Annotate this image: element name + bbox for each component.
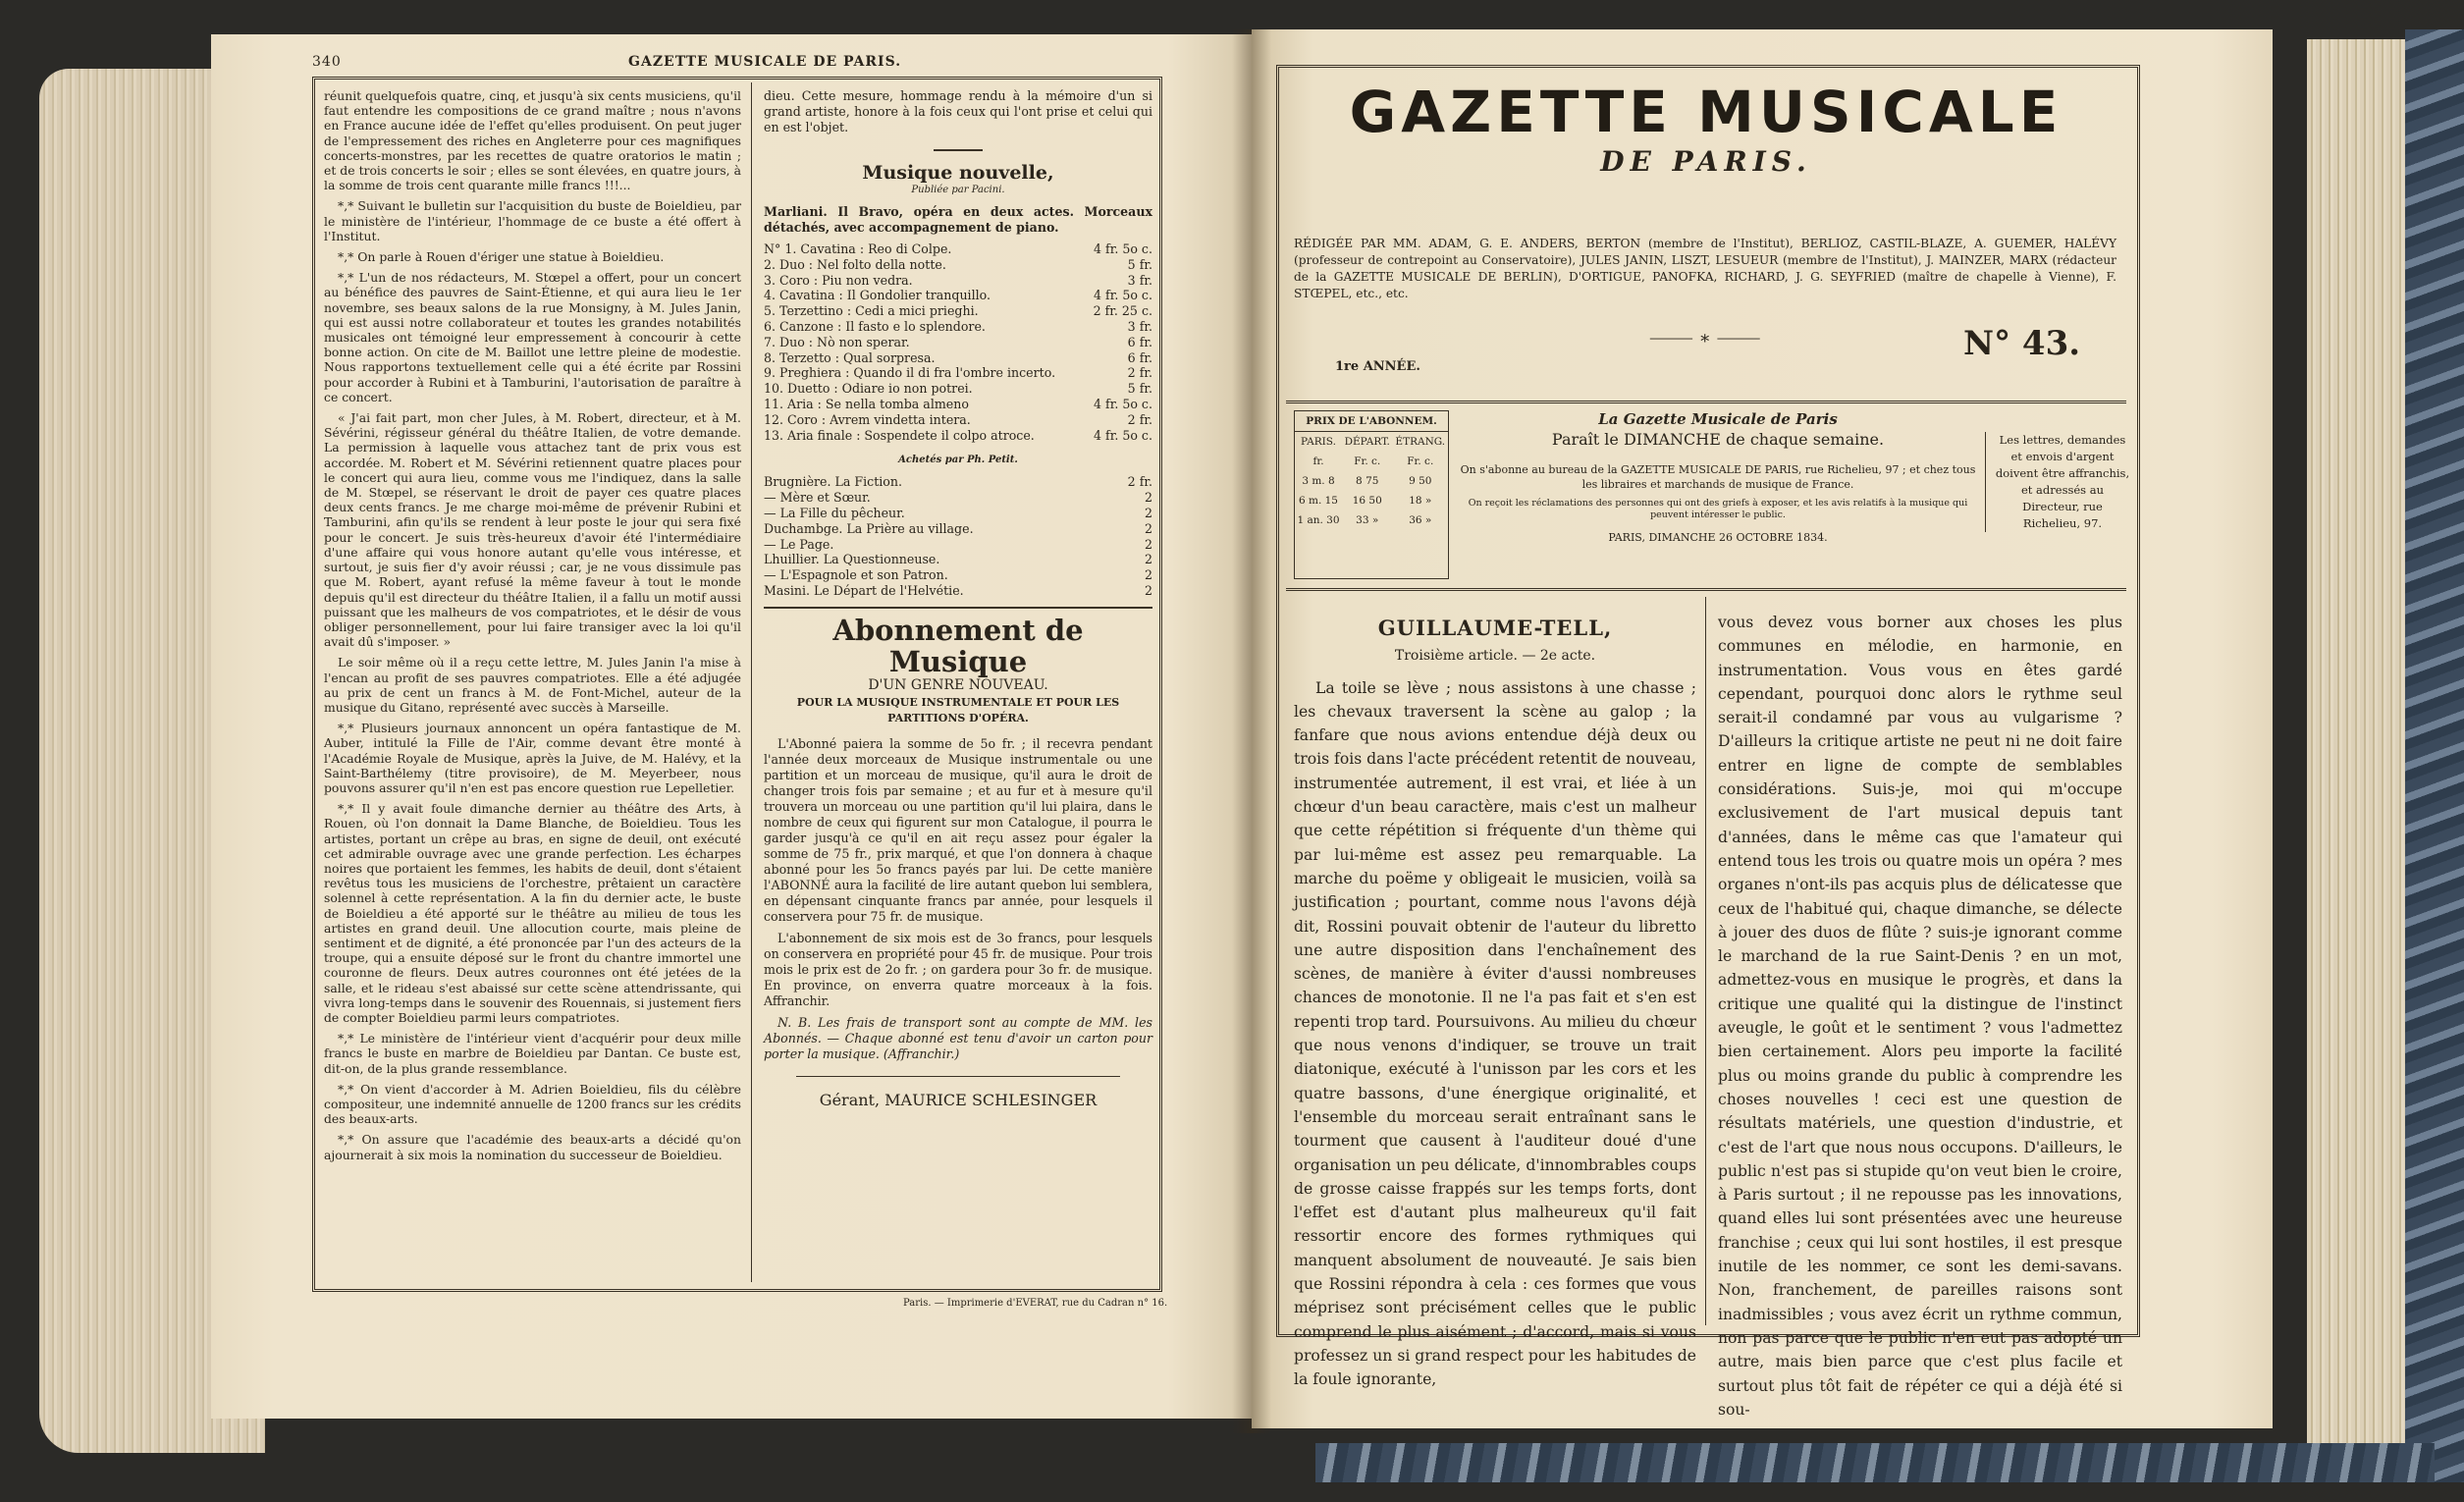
marbled-cover-bottom [1315, 1443, 2435, 1482]
prices-unit: Fr. c. [1354, 456, 1381, 467]
list-item: Lhuillier. La Questionneuse. 2 [764, 552, 1152, 567]
abonnement-subtitle: D'UN GENRE NOUVEAU. [868, 676, 1048, 693]
issue-date: PARIS, DIMANCHE 26 OCTOBRE 1834. [1608, 531, 1828, 544]
divider [934, 149, 983, 151]
abonnement-paragraph: L'Abonné paiera la somme de 5o fr. ; il recevra pendant l'année deux morceaux de Musique instrumentale ou une partition et un morceau de musique, qu'il aura le droit de changer trois fois par semaine ; et au fur et à mesure qu'il trouvera un morceau ou une partition qu'il lui plaira, dans le nombre de ceux qui figurent sur mon Catalogue, il pourra le garder jusqu'à ce qu'il en ait reçu assez pour égaler la somme de 75 fr., prix marqué, et que l'on donnera à chaque abonné pour les 5o francs payés par lui. De cette manière l'ABONNÉ aura la facilité de lire autant quebon lui semblera, en dépensant cinquante francs par année, pour lesquels il conservera pour 75 fr. de musique. [764, 735, 1152, 924]
publication-info [1453, 410, 1983, 577]
abonnement-subtitle-2: POUR LA MUSIQUE INSTRUMENTALE ET POUR LES PARTITIONS D'OPÉRA. [796, 695, 1120, 724]
masthead-subtitle: DE PARIS. [1600, 145, 1812, 178]
article-paragraph: vous devez vous borner aux choses les plus communes en mélodie, en harmonie, en instrumentation. Vous vous en êtes gardé cependant, pourquoi donc alors le rythme seul serait-il condamné par vous au vulgarisme ? D'ailleurs la critique artiste ne peut ni ne doit faire entrer en ligne de compte de semblables considérations. Suis-je, moi qui m'occupe exclusivement de l'art musical depuis tant d'années, dans le même cas que l'amateur qui entend tous les trois ou quatre mois un opéra ? mes organes n'ont-ils pas acquis plus de délicatesse que ceux de l'habitué qui, chaque dimanche, se délecte à jouer des duos de flûte ? suis-je ignorant comme le marchand de la rue Saint-Denis ? en un mot, admettez-vous en musique le progrès, et dans la critique une qualité qui la distingue de l'instinct aveugle, le goût et le sentiment ? vous l'admettez bien certainement. Alors peu importe la facilité plus ou moins grande du public à comprendre les choses nouvelles ! ceci est une question de résultats matériels, une question d'industrie, et c'est de l'art que nous nous occupons. D'ailleurs, le public n'est pas si stupide qu'on veut bien le croire, à Paris surtout ; il ne repousse pas les innovations, quand elles lui sont présentées avec une heureuse franchise ; ceux qui lui sont hostiles, il est presque inutile de les nommer, ce sont les demi-savans. Non, franchement, de pareilles raisons sont inadmissibles ; vous avez écrit un rythme commun, non pas parce que le public n'en eut pas adopté un autre, mais bien parce que c'est plus facile et surtout plus tôt fait de répéter ce qui a déjà été si sou- [1718, 614, 2122, 1419]
divider [796, 1076, 1120, 1077]
news-paragraph: *,* On assure que l'académie des beaux-arts a décidé qu'on ajournerait à six mois la nomination du successeur de Boieldieu. [324, 1132, 741, 1162]
abonnement-paragraph: L'abonnement de six mois est de 3o francs, pour lesquels on conservera en propriété pour 45 fr. de musique. Pour trois mois le prix est de 2o fr. ; on gardera pour 3o fr. de musique. En province, on enverra quatre morceaux à la fois. Affranchir. [764, 930, 1152, 1008]
table-row: 1 an. 30 33 » 36 » [1297, 514, 1432, 526]
list-item: Duchambge. La Prière au village. 2 [764, 520, 1152, 536]
petit-header: Achetés par Ph. Petit. [898, 455, 1018, 466]
news-paragraph: « J'ai fait part, mon cher Jules, à M. Robert, directeur, et à M. Sévérini, régisseur général du théâtre Italien, de votre demande. La permission à laquelle vous attachez tant de prix vous est accordée. M. Robert et M. Sévérini retiennent quatre places pour le concert qui aura lieu, comme vous me l'indiquez, dans la salle de M. Stœpel, se réservant le droit de payer ces quatre places deux cents francs. Je me charge moi-même de prévenir Rubini et Tamburini, afin qu'ils se rendent à leur poste le jour qui sera fixé pour le concert. Je suis très-heureux d'avoir été l'intermédiaire d'une affaire qui vous honore autant qu'elle vous intéresse, et surtout, je suis fier d'y avoir réussi ; car, je ne vous dissimule pas que M. Robert, ayant refusé la même faveur à tout le monde depuis qu'il est directeur du théâtre Italien, il a fallu un motif aussi puissant que les malheurs de vos compatriotes, et le désir de vous obliger personnellement, pour lui faire transiger avec la loi qu'il avait dû s'imposer. » [324, 410, 741, 650]
reclamations-note: On reçoit les réclamations des personnes qui ont des griefs à exposer, et les avis relatifs à la musique qui peuvent intéresser le public. [1468, 498, 1968, 520]
list-item: 3. Coro : Piu non vedra. 3 fr. [764, 272, 1152, 288]
right-column-left-page [764, 88, 1152, 1276]
letters-note: Les lettres, demandes et envois d'argent doivent être affranchis, et adressés au Directeur, rue Richelieu, 97. [1985, 432, 2131, 532]
left-column-news [324, 88, 741, 1276]
continued-paragraph: dieu. Cette mesure, hommage rendu à la mémoire d'un si grand artiste, honore à la fois ceux qui l'ont prise et celui qui en est l'objet. [764, 88, 1152, 134]
list-item: 4. Cavatina : Il Gondolier tranquillo. 4 fr. 5o c. [764, 288, 1152, 303]
list-item: — Mère et Sœur. 2 [764, 490, 1152, 506]
list-item: 10. Duetto : Odiare io non potrei. 5 fr. [764, 381, 1152, 397]
list-item: Masini. Le Départ de l'Helvétie. 2 [764, 582, 1152, 598]
table-row: 3 m. 8 8 75 9 50 [1302, 475, 1432, 487]
list-item: — L'Espagnole et son Patron. 2 [764, 567, 1152, 583]
masthead [1286, 79, 2126, 178]
news-paragraph: *,* Plusieurs journaux annoncent un opéra fantastique de M. Auber, intitulé la Fille de l'Air, comme devant être monté à l'Académie Royale de Musique, après la Juive, de M. Halévy, et la Saint-Barthélemy (titre provisoire), de M. Meyerbeer, nous pouvons assurer qu'il n'en est pas encore question rue Lepelletier. [324, 721, 741, 795]
pacini-list [764, 241, 1152, 443]
year-label: 1re ANNÉE. [1335, 359, 1420, 374]
subscription-address: On s'abonne au bureau de la GAZETTE MUSICALE DE PARIS, rue Richelieu, 97 ; et chez tous les libraires et marchands de musique de France. [1460, 463, 1976, 491]
prices-unit: Fr. c. [1407, 456, 1434, 467]
list-item: 2. Duo : Nel folto della notte. 5 fr. [764, 256, 1152, 272]
book-gutter [1232, 29, 1271, 1433]
prices-header: DÉPART. [1344, 436, 1390, 448]
ornament-divider: ⸻ ∗ ⸻ [1649, 328, 1761, 349]
abonnement-nb: N. B. Les frais de transport sont au compte de MM. les Abonnés. — Chaque abonné est tenu d'avoir un carton pour porter la musique. (Affranchir.) [764, 1014, 1152, 1061]
list-item: 5. Terzettino : Cedi a mici prieghi. 2 fr. 25 c. [764, 303, 1152, 319]
prices-title: PRIX DE L'ABONNEM. [1295, 411, 1448, 432]
prices-header: ÉTRANG. [1395, 436, 1446, 448]
marbled-cover-edge [2405, 29, 2464, 1482]
list-item: N° 1. Cavatina : Reo di Colpe. 4 fr. 5o c. [764, 241, 1152, 256]
article-paragraph: La toile se lève ; nous assistons à une chasse ; les chevaux traversent la scène au galop ; la fanfare que nous avions entendue déjà deux ou trois fois dans l'acte précédent retentit de nouveau, instrumentée autrement, il est vrai, et liée à un chœur d'un beau caractère, mais c'est un malheur que cette répétition si fréquente d'un thème qui par lui-même est assez peu remarquable. La marche du poëme y obligeait le musicien, voilà sa justification ; pourtant, comme nous l'avons déjà dit, Rossini pouvait obtenir de l'auteur du libretto une autre disposition dans l'enchaînement des scènes, de manière à éviter d'aussi nombreuses chances de monotonie. Il ne l'a pas fait et s'en est repenti trop tard. Poursuivons. Au milieu du chœur que nous venons d'indiquer, se trouve un trait diatonique, exécuté à l'unisson par les cors et les quatre bassons, d'une énergique originalité, et l'ensemble du morceau serait entraînant sans le tourment que causent à l'auditeur doué d'une organisation un peu délicate, d'innombrables coups de grosse caisse frappés sur les temps forts, dont l'effet est d'autant plus malheureux qu'il fait ressortir encore des formes rythmiques qui manquent absolument de nouveauté. Je sais bien que Rossini répondra à cela : ces formes que vous méprisez sont précisément celles que le public comprend le plus aisément ; d'accord, mais si vous professez un si grand respect pour les habitudes de la foule ignorante, [1294, 678, 1696, 1389]
list-item: 7. Duo : Nò non sperar. 6 fr. [764, 334, 1152, 349]
opera-intro: Marliani. Il Bravo, opéra en deux actes. Morceaux détachés, avec accompagnement de piano. [764, 204, 1152, 235]
prices-table [1295, 432, 1448, 530]
list-item: 11. Aria : Se nella tomba almeno 4 fr. 5o c. [764, 396, 1152, 411]
gerant-line: Gérant, MAURICE SCHLESINGER [819, 1090, 1098, 1109]
prices-unit: fr. [1312, 456, 1324, 467]
news-paragraph: *,* Il y avait foule dimanche dernier au théâtre des Arts, à Rouen, où l'on donnait la Dame Blanche, de Boieldieu. Tous les artistes, portant un crêpe au bras, en signe de deuil, ont exécuté cet admirable ouvrage avec une grande perfection. Les écharpes noires que portaient les femmes, les habits de deuil, dont s'étaient revêtus tous les musiciens de l'orchestre, prêtaient un caractère solennel à cette représentation. A la fin du dernier acte, le buste de Boieldieu a été apporté sur le théâtre au milieu de tous les artistes en grand deuil. Une allocution courte, mais pleine de sentiment et de dignité, a été prononcée par l'un des acteurs de la troupe, qui a ensuite déposé sur le front du chantre immortel une couronne de fleurs. Deux autres couronnes ont été jetées de la salle, et le rideau s'est abaissé sur cette scène attendrissante, qui vivra long-temps dans le souvenir des Rouennais, si justement fiers de compter Boieldieu parmi leurs compatriotes. [324, 801, 741, 1025]
news-paragraph: *,* On parle à Rouen d'ériger une statue à Boieldieu. [338, 249, 665, 265]
list-item: 8. Terzetto : Qual sorpresa. 6 fr. [764, 349, 1152, 365]
imprint-line: Paris. — Imprimerie d'EVERAT, rue du Cadran n° 16. [903, 1298, 1168, 1309]
masthead-title: GAZETTE MUSICALE [1349, 79, 2063, 145]
list-item: — Le Page. 2 [764, 536, 1152, 552]
list-item: 6. Canzone : Il fasto e lo splendore. 3 fr. [764, 318, 1152, 334]
news-paragraph: *,* Le ministère de l'intérieur vient d'acquérir pour deux mille francs le buste en marbre de Boieldieu par Dantan. Ce buste est, dit-on, de la plus grande ressemblance. [324, 1031, 741, 1076]
publication-frequency: Paraît le DIMANCHE de chaque semaine. [1551, 430, 1885, 449]
list-item: 12. Coro : Avrem vindetta intera. 2 fr. [764, 411, 1152, 427]
news-paragraph: *,* On vient d'accorder à M. Adrien Boieldieu, fils du célèbre compositeur, une indemnité annuelle de 1200 francs sur les crédits des beaux-arts. [324, 1081, 741, 1127]
article-column-2 [1718, 611, 2122, 1419]
petit-list [764, 474, 1152, 598]
page-number: 340 [312, 54, 342, 70]
list-item: 13. Aria finale : Sospendete il colpo atroce. 4 fr. 5o c. [764, 427, 1152, 443]
editors-line: RÉDIGÉE PAR MM. ADAM, G. E. ANDERS, BERTON (membre de l'Institut), BERLIOZ, CASTIL-BLAZE, A. GUEMER, HALÉVY (professeur de contrepoint au Conservatoire), JULES JANIN, LISZT, LESUEUR (membre de l'Institut), J. MAINZER, MARX (rédacteur de la GAZETTE MUSICALE DE BERLIN), D'ORTIGUE, PANOFKA, RICHARD, J. G. SEYFRIED (maître de chapelle à Vienne), F. STŒPEL, etc., etc. [1294, 237, 2116, 300]
publication-name: La Gazette Musicale de Paris [1598, 410, 1838, 428]
running-head: GAZETTE MUSICALE DE PARIS. [628, 54, 902, 70]
abonnement-box [764, 607, 1152, 1108]
abonnement-title: Abonnement de Musique [832, 613, 1084, 678]
article-title: GUILLAUME-TELL, [1377, 616, 1613, 640]
article-column-1 [1294, 616, 1696, 1389]
article-subtitle: Troisième article. — 2e acte. [1394, 648, 1596, 665]
column-rule [751, 82, 752, 1282]
publisher-line: Publiée par Pacini. [911, 185, 1005, 195]
subscription-prices [1294, 410, 1449, 579]
musique-nouvelle-title: Musique nouvelle, [862, 162, 1054, 184]
news-paragraph: *,* L'un de nos rédacteurs, M. Stœpel a offert, pour un concert au bénéfice des pauvres de Saint-Étienne, et qui aura lieu le 1er novembre, ses beaux salons de la rue Monsigny, à M. Jules Janin, qui est aussi notre collaborateur et toutes les grandes notabilités musicales ont témoigné leur empressement à concourir à cette bonne action. On cite de M. Baillot une lettre pleine de modestie. Nous rapportons textuellement celle qui a été écrite par Rossini pour accorder à Rubini et à Tamburini, l'autorisation de paraître à ce concert. [324, 270, 741, 404]
column-rule [1705, 597, 1706, 1325]
list-item: Brugnière. La Fiction. 2 fr. [764, 474, 1152, 490]
news-paragraph: Le soir même où il a reçu cette lettre, M. Jules Janin l'a mise à l'encan au profit de ses pauvres compatriotes. Elle a été adjugée au prix de cent un francs à M. de Font-Michel, auteur de la musique du Gitano, représenté avec succès à Marseille. [324, 655, 741, 715]
prices-header: PARIS. [1301, 436, 1336, 448]
list-item: 9. Preghiera : Quando il di fra l'ombre incerto. 2 fr. [764, 365, 1152, 381]
issue-number: N° 43. [1963, 324, 2081, 363]
list-item: — La Fille du pêcheur. 2 [764, 505, 1152, 520]
table-row: 6 m. 15 16 50 18 » [1298, 495, 1432, 507]
news-paragraph: réunit quelquefois quatre, cinq, et jusqu'à six cents musiciens, qu'il faut entendre les compositions de ce grand maître ; nous n'avons en France aucune idée de l'effet qu'elles produisent. On peut juger de l'empressement des riches en Angleterre pour ces magnifiques concerts-monstres, par les recettes de quatre oratorios le matin ; et de trois concerts le soir ; elles se sont élevées, en quatre jours, à la somme de trois cent quarante mille francs !!!... [324, 88, 741, 193]
news-paragraph: *,* Suivant le bulletin sur l'acquisition du buste de Boieldieu, par le ministère de l'intérieur, l'hommage de ce buste a été offert à l'Institut. [324, 198, 741, 243]
